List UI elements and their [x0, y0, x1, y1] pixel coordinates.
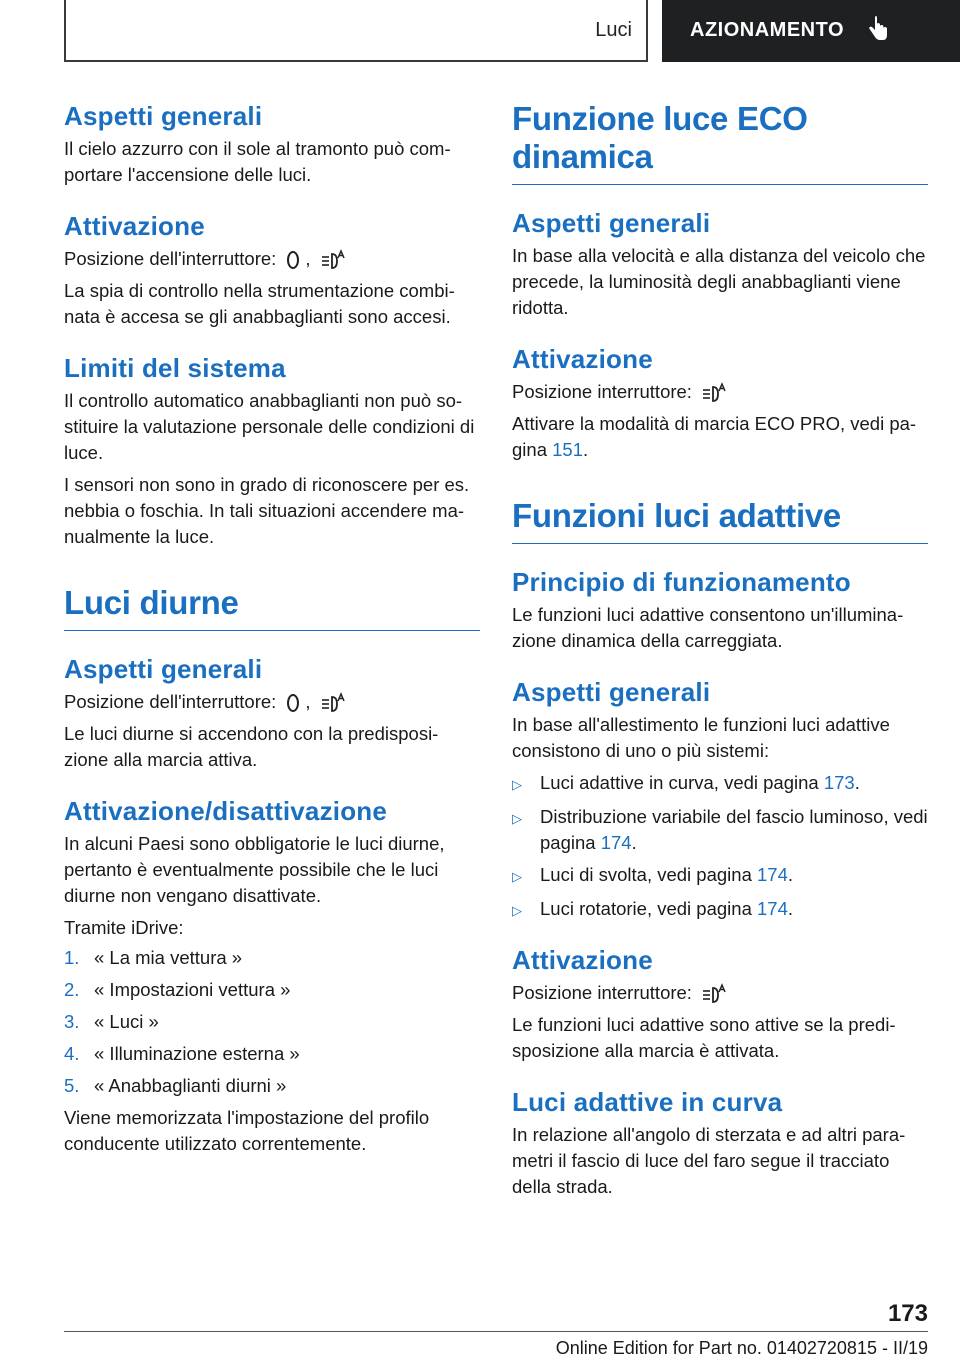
page-link[interactable]: 174 — [757, 864, 788, 885]
list-item-end: . — [787, 898, 794, 919]
body-text: Viene memorizzata l'impostazione del profilo conducente utilizzato correntemente. — [64, 1107, 430, 1154]
section-tab — [64, 0, 648, 62]
chapter-title: Funzione luce ECO dinamica — [512, 100, 928, 185]
automatic-headlight-icon — [320, 692, 346, 714]
page-link[interactable]: 151 — [552, 439, 583, 460]
body-text: In base alla velocità e alla distanza del veicolo che precede, la luminosità degli anabbaglianti viene ridotta. — [512, 245, 926, 318]
switch-position-label: Posizione dell'interruttore: — [64, 691, 277, 712]
section-title: Attivazione — [512, 945, 653, 975]
body-text: Il controllo automatico anabbaglianti non può so-stituire la valutazione personale delle condizioni di luce. — [64, 390, 475, 463]
body-text-part: Attivare la modalità di marcia ECO PRO, vedi pa-gina — [512, 413, 917, 460]
chapter-title: Funzioni luci adattive — [512, 497, 928, 544]
step-number: 4. — [64, 1043, 80, 1064]
list-item — [64, 1041, 480, 1067]
page-link[interactable]: 173 — [823, 772, 855, 793]
switch-position-line — [512, 379, 928, 405]
automatic-headlight-icon — [320, 249, 346, 271]
body-text: Le luci diurne si accendono con la predisposi-zione alla marcia attiva. — [64, 723, 439, 770]
separator: , — [305, 248, 311, 269]
list-item-end: . — [787, 864, 794, 885]
section-title: Attivazione — [512, 344, 653, 374]
bullet-marker: ▷ — [512, 903, 522, 918]
chapter-tab — [662, 0, 960, 62]
section-title: Luci adattive in curva — [512, 1087, 783, 1117]
section-label: Luci — [595, 18, 632, 41]
automatic-headlight-icon — [701, 382, 727, 404]
left-column — [64, 100, 480, 1157]
body-text: Tramite iDrive: — [64, 917, 184, 938]
list-item — [512, 896, 928, 924]
light-switch-zero-icon — [285, 692, 301, 714]
list-item-end: . — [854, 772, 860, 793]
switch-position-label: Posizione dell'interruttore: — [64, 248, 277, 269]
step-number: 5. — [64, 1075, 80, 1096]
page-number: 173 — [887, 1300, 928, 1327]
body-text: Il cielo azzurro con il sole al tramonto può com-portare l'accensione delle luci. — [64, 138, 451, 185]
body-text-end: . — [583, 439, 589, 460]
body-text: I sensori non sono in grado di riconoscere per es. nebbia o foschia. In tali situazioni accendere ma-nualmente la luce. — [64, 474, 470, 547]
adaptive-functions-list — [512, 770, 928, 924]
list-item — [64, 1073, 480, 1099]
list-item-text: Luci adattive in curva, vedi pagina — [540, 772, 819, 793]
step-text: « Illuminazione esterna » — [94, 1043, 300, 1064]
body-text: Le funzioni luci adattive consentono un'illumina-zione dinamica della carreggiata. — [512, 604, 904, 651]
bullet-marker: ▷ — [512, 777, 522, 792]
switch-position-label: Posizione interruttore: — [512, 381, 692, 402]
right-column — [512, 100, 928, 1200]
bullet-marker: ▷ — [512, 811, 522, 826]
idrive-steps — [64, 945, 480, 1099]
switch-position-label: Posizione interruttore: — [512, 982, 692, 1003]
light-switch-zero-icon — [285, 249, 301, 271]
body-text: La spia di controllo nella strumentazione combi-nata è accesa se gli anabbaglianti sono accesi. — [64, 280, 455, 327]
chapter-title: Luci diurne — [64, 584, 480, 631]
list-item — [64, 977, 480, 1003]
edition-note: Online Edition for Part no. 01402720815 - II/19 — [555, 1338, 928, 1358]
list-item-text: Luci rotatorie, vedi pagina — [540, 898, 752, 919]
page-header — [64, 0, 960, 66]
step-text: « La mia vettura » — [94, 947, 243, 968]
step-text: « Impostazioni vettura » — [94, 979, 291, 1000]
separator: , — [305, 691, 311, 712]
page-link[interactable]: 174 — [757, 898, 788, 919]
switch-position-line — [64, 689, 480, 715]
page-link[interactable]: 174 — [600, 832, 632, 853]
section-title: Attivazione/disattivazione — [64, 796, 388, 826]
list-item — [64, 1009, 480, 1035]
step-text: « Anabbaglianti diurni » — [94, 1075, 287, 1096]
hand-pointer-icon — [866, 16, 890, 44]
section-title: Limiti del sistema — [64, 353, 286, 383]
section-title: Aspetti generali — [512, 208, 711, 238]
footer-divider — [64, 1331, 928, 1332]
chapter-label: AZIONAMENTO — [690, 18, 845, 41]
list-item — [64, 945, 480, 971]
body-text: In alcuni Paesi sono obbligatorie le luci diurne, pertanto è eventualmente possibile che le luci diurne non vengano disattivate. — [64, 833, 445, 906]
section-title: Attivazione — [64, 211, 205, 241]
automatic-headlight-icon — [701, 983, 727, 1005]
switch-position-line — [512, 980, 928, 1006]
list-item-text: Distribuzione variabile del fascio luminoso, vedi pagina — [540, 806, 928, 853]
switch-position-line — [64, 246, 480, 272]
step-number: 2. — [64, 979, 80, 1000]
bullet-marker: ▷ — [512, 869, 522, 884]
list-item — [512, 862, 928, 890]
step-number: 3. — [64, 1011, 80, 1032]
step-text: « Luci » — [94, 1011, 159, 1032]
step-number: 1. — [64, 947, 80, 968]
section-title: Aspetti generali — [512, 677, 711, 707]
section-title: Aspetti generali — [64, 101, 263, 131]
section-title: Principio di funzionamento — [512, 567, 851, 597]
body-text: In base all'allestimento le funzioni luci adattive consistono di uno o più sistemi: — [512, 714, 890, 761]
list-item-end: . — [631, 832, 637, 853]
body-text: Le funzioni luci adattive sono attive se la predi-sposizione alla marcia è attivata. — [512, 1014, 896, 1061]
section-title: Aspetti generali — [64, 654, 263, 684]
body-text: In relazione all'angolo di sterzata e ad altri para-metri il fascio di luce del faro segue il tracciato della strada. — [512, 1124, 906, 1197]
list-item — [512, 770, 928, 798]
list-item-text: Luci di svolta, vedi pagina — [540, 864, 752, 885]
list-item — [512, 804, 928, 856]
body-text — [512, 411, 928, 463]
